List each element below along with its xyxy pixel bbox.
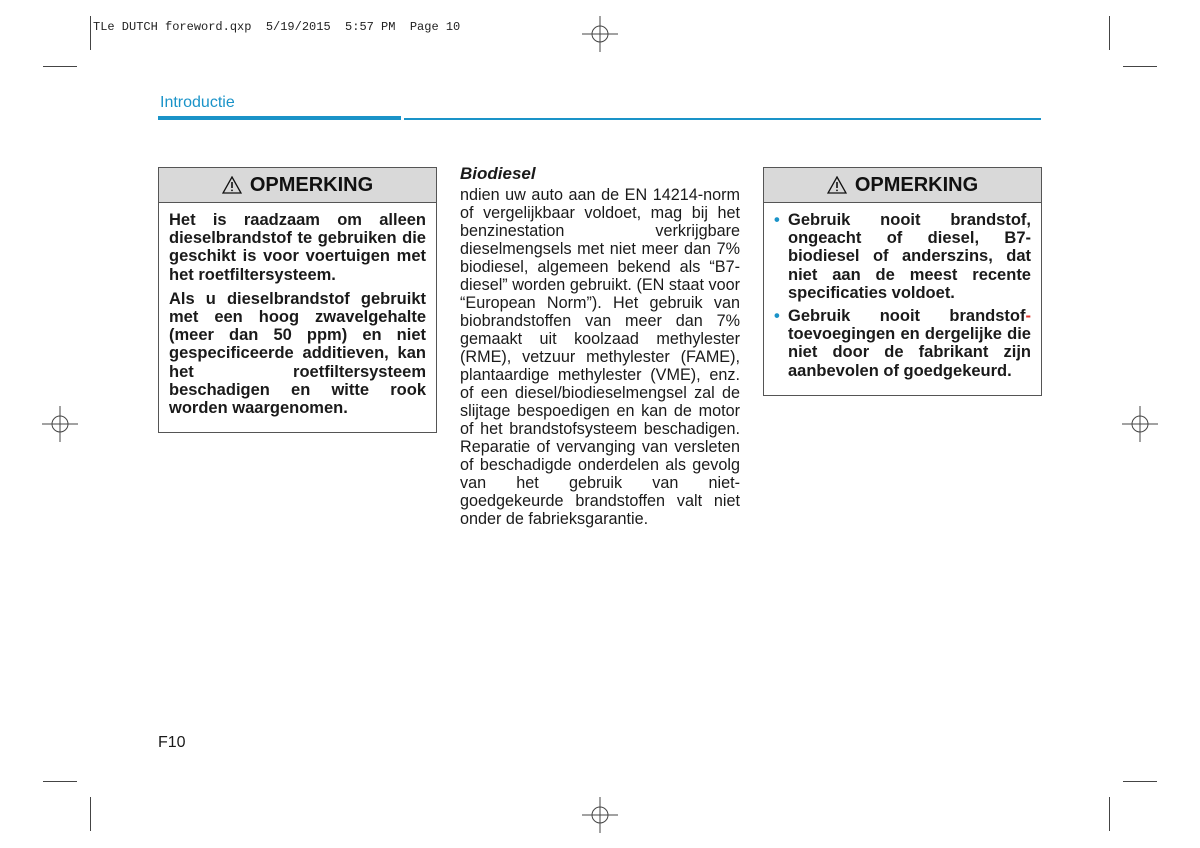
section-title: Introductie — [160, 94, 235, 111]
warning-triangle-icon — [222, 176, 242, 194]
hyphen: - — [1025, 307, 1031, 326]
print-slug: TLe DUTCH foreword.qxp 5/19/2015 5:57 PM Page 10 — [93, 20, 461, 34]
notice-title: OPMERKING — [854, 173, 979, 196]
notice-list — [774, 211, 1031, 380]
notice-header — [764, 168, 1041, 203]
crop-mark-bottom-right-h — [1123, 781, 1157, 782]
warning-triangle-icon — [827, 176, 847, 194]
notice-title: OPMERKING — [249, 173, 374, 196]
crop-mark-top-left-v — [90, 16, 91, 50]
bullet: • — [774, 211, 780, 229]
notice-paragraph: Het is raadzaam om alleen dieselbrandstof te gebruiken die geschikt is voor voertuigen met het roetfiltersysteem. — [169, 211, 426, 284]
header-rule-thick — [158, 116, 401, 120]
registration-mark-left-icon — [42, 406, 78, 442]
registration-mark-top-icon — [582, 16, 618, 52]
crop-mark-bottom-right-v — [1109, 797, 1110, 831]
notice-paragraph: Als u dieselbrandstof gebruikt met een hoog zwavelgehalte (meer dan 50 ppm) en niet gespecificeerde additieven, kan het roetfiltersysteem beschadigen en witte rook worden waargenomen. — [169, 289, 426, 418]
notice-header — [159, 168, 436, 203]
crop-mark-bottom-left-h — [43, 781, 77, 782]
biodiesel-text: ndien uw auto aan de EN 14214-norm of vergelijkbaar voldoet, mag bij het benzinestation verkrijgbare dieselmengsels met niet meer dan 7% biodiesel, algemeen bekend als “B7-diesel” worden gebruikt. (EN staat voor “European Norm”). Het gebruik van biobrandstoffen van meer dan 7% gemaakt uit koolzaad methylester (RME), vetzuur methylester (FAME), plantaardige methylester (VME), enz. of een diesel/biodieselmengsel zal de slijtage bespoedigen en kan de motor of het brandstofsysteem beschadigen. Reparatie of vervanging van versleten of beschadigde onderdelen als gevolg van het gebruik van niet-goedgekeurde brandstoffen valt niet onder de fabrieksgarantie. — [460, 186, 740, 528]
crop-mark-top-right-v — [1109, 16, 1110, 50]
list-item-text-start: Gebruik nooit brandstof — [788, 307, 1026, 326]
notice-body — [159, 203, 436, 433]
list-item — [774, 307, 1031, 380]
list-item — [774, 211, 1031, 302]
bullet: • — [774, 307, 780, 326]
notice-box-right — [763, 167, 1042, 396]
header-rule-thin — [404, 118, 1041, 120]
registration-mark-right-icon — [1122, 406, 1158, 442]
page-number: F10 — [158, 734, 186, 751]
biodiesel-section — [460, 164, 740, 528]
registration-mark-bottom-icon — [582, 797, 618, 833]
crop-mark-bottom-left-v — [90, 797, 91, 831]
crop-mark-top-right-h — [1123, 66, 1157, 67]
list-item-text: Gebruik nooit brandstof, ongeacht of diesel, B7-biodiesel of anderszins, dat niet aan de meest recente specificaties voldoet. — [788, 211, 1031, 302]
crop-mark-top-left-h — [43, 66, 77, 67]
notice-body — [764, 203, 1041, 395]
biodiesel-heading: Biodiesel — [460, 164, 536, 183]
list-item-text-end: toevoegingen en dergelijke die niet door de fabrikant zijn aanbevolen of goedgekeurd. — [788, 325, 1031, 380]
notice-box-left — [158, 167, 437, 433]
